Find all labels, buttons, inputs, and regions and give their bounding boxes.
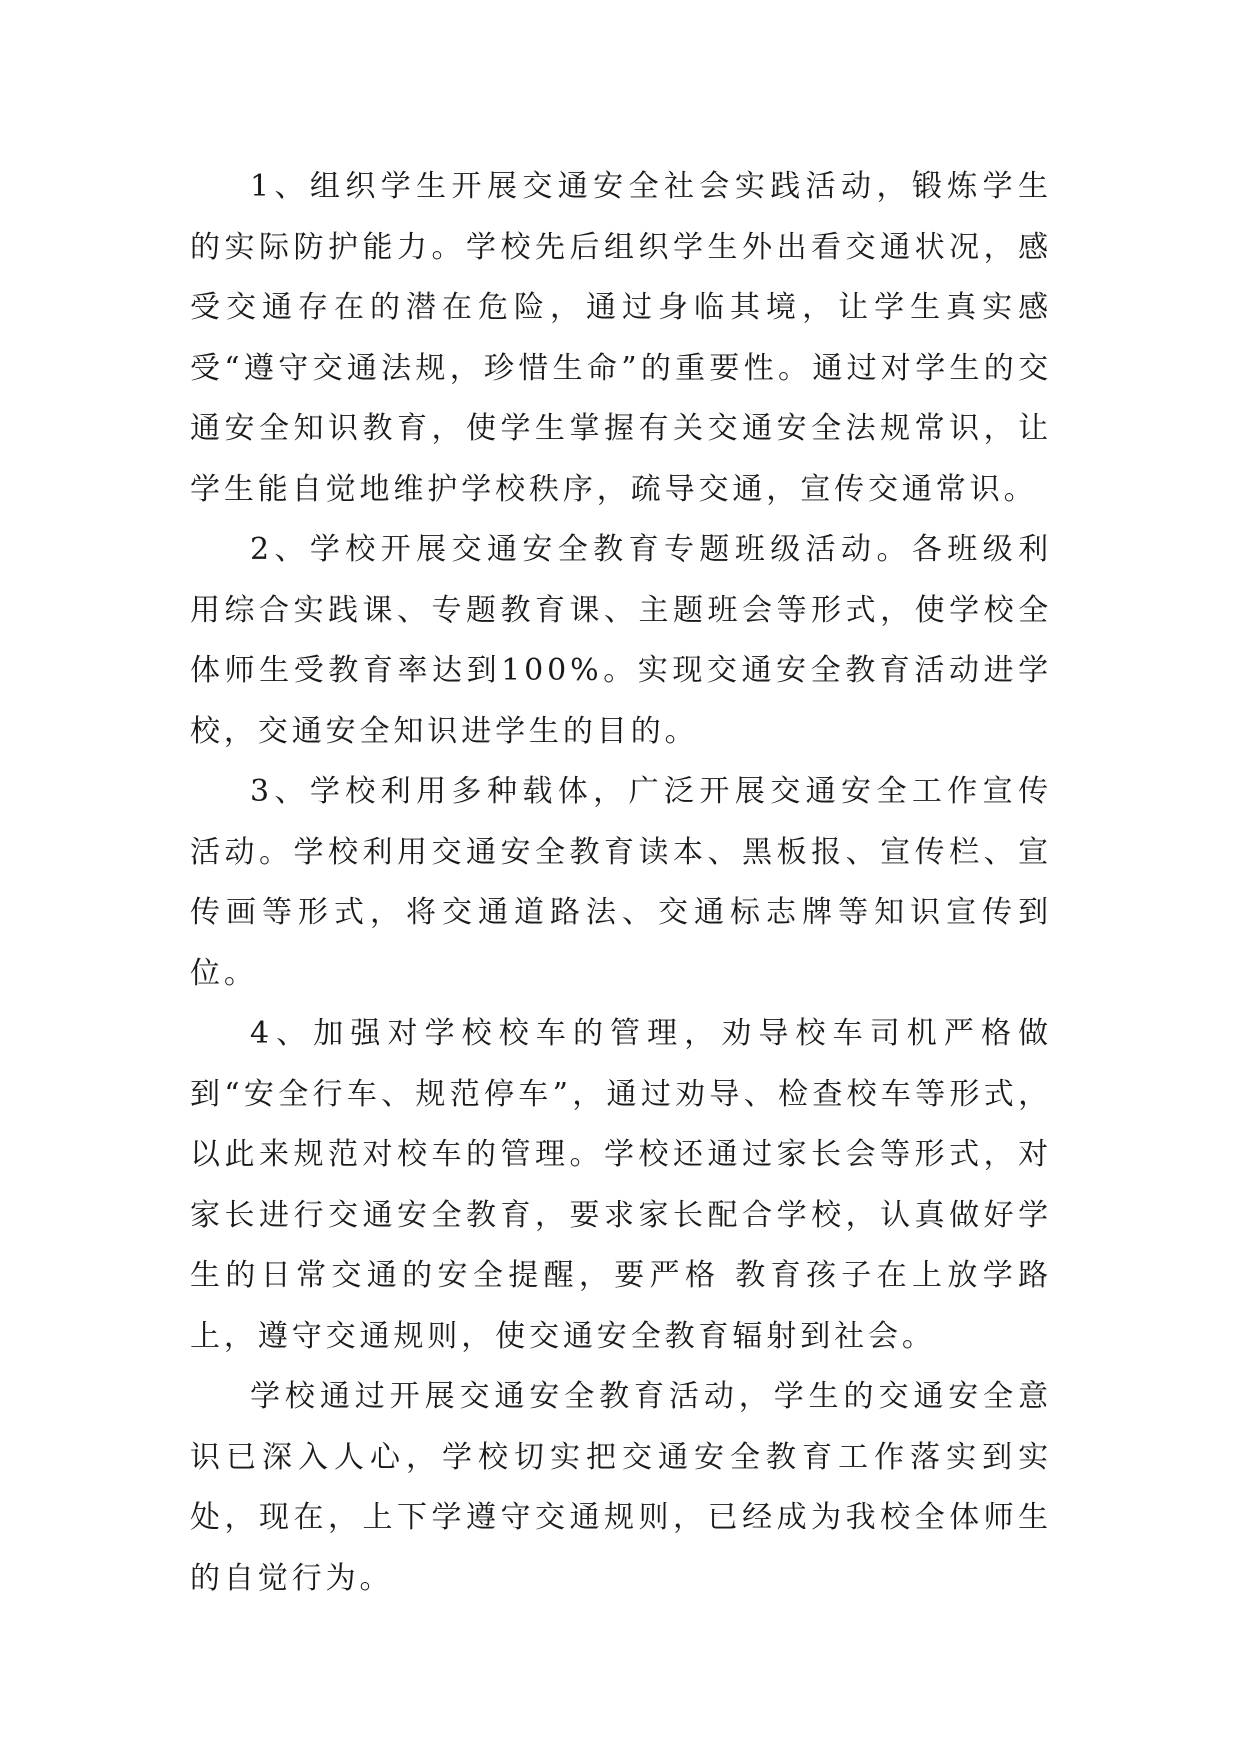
paragraph-3: 3、学校利用多种载体，广泛开展交通安全工作宣传活动。学校利用交通安全教育读本、黑板报、宣传栏、宣传画等形式，将交通道路法、交通标志牌等知识宣传到位。	[190, 774, 1052, 991]
paragraph-conclusion: 学校通过开展交通安全教育活动，学生的交通安全意识已深入人心，学校切实把交通安全教育工作落实到实处，现在，上下学遵守交通规则，已经成为我校全体师生的自觉行为。	[190, 1379, 1052, 1596]
paragraph-1: 1、组织学生开展交通安全社会实践活动，锻炼学生的实际防护能力。学校先后组织学生外出看交通状况，感受交通存在的潜在危险，通过身临其境，让学生真实感受“遵守交通法规，珍惜生命”的重要性。通过对学生的交通安全知识教育，使学生掌握有关交通安全法规常识，让学生能自觉地维护学校秩序，疏导交通，宣传交通常识。	[190, 169, 1052, 507]
paragraph-4: 4、加强对学校校车的管理，劝导校车司机严格做到“安全行车、规范停车”，通过劝导、检查校车等形式，以此来规范对校车的管理。学校还通过家长会等形式，对家长进行交通安全教育，要求家长配合学校，认真做好学生的日常交通的安全提醒，要严格 教育孩子在上放学路上，遵守交通规则，使交通安全教育辐射到社会。	[190, 1016, 1052, 1354]
paragraph-2: 2、学校开展交通安全教育专题班级活动。各班级利用综合实践课、专题教育课、主题班会等形式，使学校全体师生受教育率达到100%。实现交通安全教育活动进学校，交通安全知识进学生的目的。	[190, 532, 1052, 749]
document-body	[190, 157, 1052, 1609]
